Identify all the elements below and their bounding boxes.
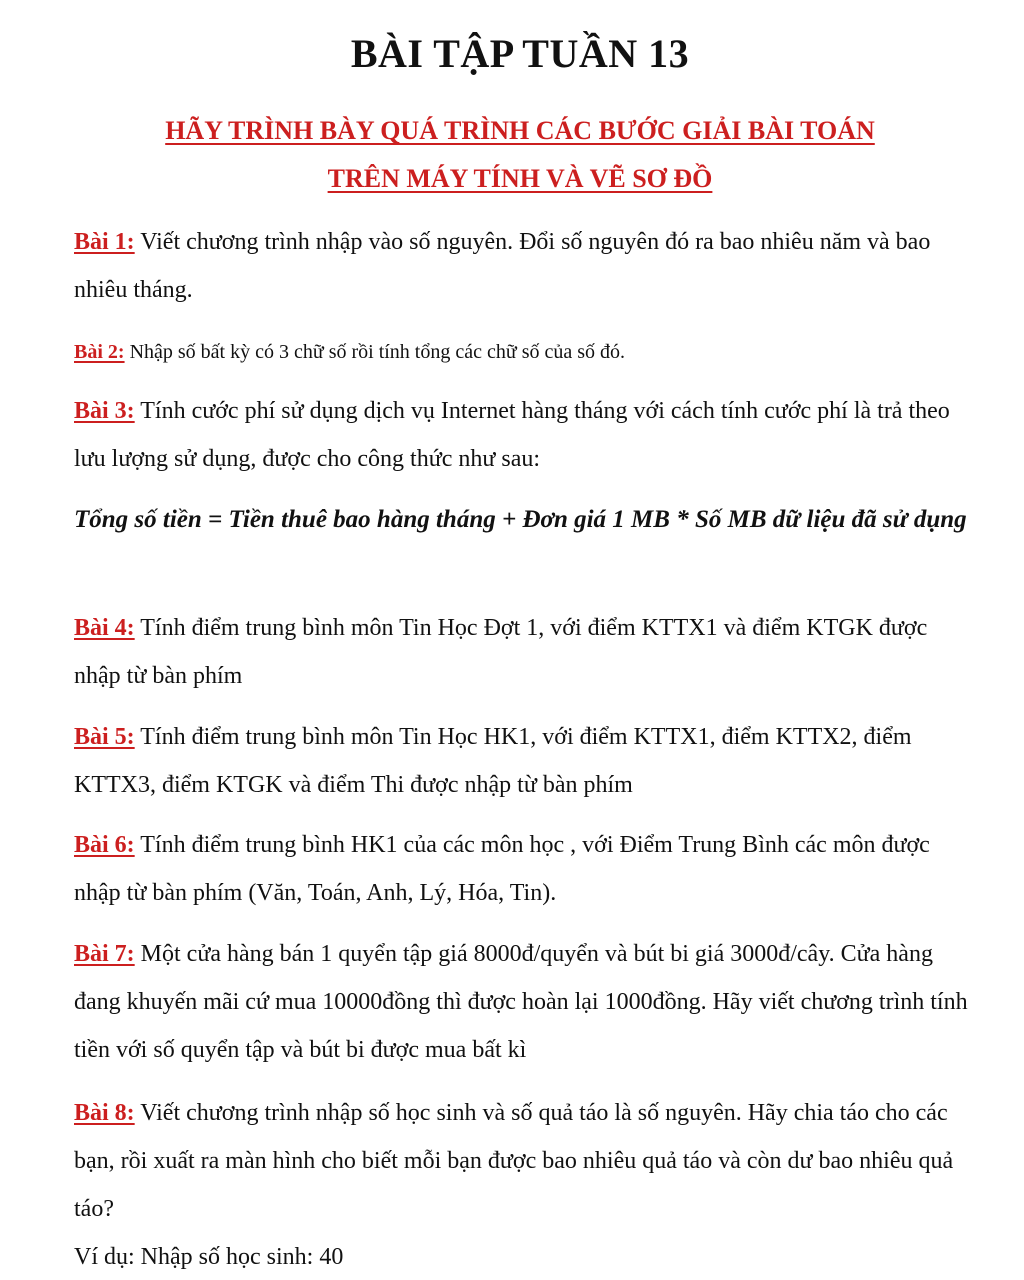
- exercise-3: [74, 387, 974, 483]
- exercise-5: [74, 713, 974, 809]
- exercise-4: [74, 604, 974, 700]
- exercise-1: [74, 218, 974, 314]
- exercise-7: [74, 930, 974, 1074]
- exercise-8-label: Bài 8:: [74, 1100, 135, 1126]
- exercise-6-label: Bài 6:: [74, 832, 135, 858]
- exercise-5-text: Tính điểm trung bình môn Tin Học HK1, với điểm KTTX1, điểm KTTX2, điểm KTTX3, điểm KTGK và điểm Thi được nhập từ bàn phím: [74, 724, 912, 798]
- exercise-3-text: Tính cước phí sử dụng dịch vụ Internet hàng tháng với cách tính cước phí là trả theo lưu lượng sử dụng, được cho công thức như sau:: [74, 398, 950, 472]
- exercise-1-label: Bài 1:: [74, 229, 135, 255]
- example-line: Ví dụ: Nhập số học sinh: 40: [74, 1244, 344, 1270]
- exercise-8-text: Viết chương trình nhập số học sinh và số quả táo là số nguyên. Hãy chia táo cho các bạn, rồi xuất ra màn hình cho biết mỗi bạn được bao nhiêu quả táo và còn dư bao nhiêu quả táo?: [74, 1100, 954, 1222]
- subtitle-line-2: TRÊN MÁY TÍNH VÀ VẼ SƠ ĐỒ: [327, 164, 713, 193]
- formula-text: Tổng số tiền = Tiền thuê bao hàng tháng + Đơn giá 1 MB * Số MB dữ liệu đã sử dụng: [74, 506, 967, 533]
- exercise-7-text: Một cửa hàng bán 1 quyển tập giá 8000đ/quyển và bút bi giá 3000đ/cây. Cửa hàng đang khuyến mãi cứ mua 10000đồng thì được hoàn lại 1000đồng. Hãy viết chương trình tính tiền với số quyển tập và bút bi được mua bất kì: [74, 941, 968, 1063]
- exercise-8: [74, 1089, 974, 1233]
- exercise-4-label: Bài 4:: [74, 615, 135, 641]
- exercise-6: [74, 821, 974, 917]
- exercise-7-label: Bài 7:: [74, 941, 135, 967]
- exercise-6-text: Tính điểm trung bình HK1 của các môn học , với Điểm Trung Bình các môn được nhập từ bàn phím (Văn, Toán, Anh, Lý, Hóa, Tin).: [74, 832, 930, 906]
- exercise-3-label: Bài 3:: [74, 398, 135, 424]
- exercise-1-text: Viết chương trình nhập vào số nguyên. Đổi số nguyên đó ra bao nhiêu năm và bao nhiêu tháng.: [74, 229, 931, 303]
- exercise-5-label: Bài 5:: [74, 724, 135, 750]
- exercise-2: [74, 328, 974, 376]
- subtitle-line-1: HÃY TRÌNH BÀY QUÁ TRÌNH CÁC BƯỚC GIẢI BÀI TOÁN: [165, 116, 875, 145]
- exercise-2-label: Bài 2:: [74, 341, 125, 363]
- exercise-4-text: Tính điểm trung bình môn Tin Học Đợt 1, với điểm KTTX1 và điểm KTGK được nhập từ bàn phím: [74, 615, 928, 689]
- exercise-2-text: Nhập số bất kỳ có 3 chữ số rồi tính tổng các chữ số của số đó.: [124, 341, 626, 363]
- page-title: BÀI TẬP TUẦN 13: [350, 31, 690, 76]
